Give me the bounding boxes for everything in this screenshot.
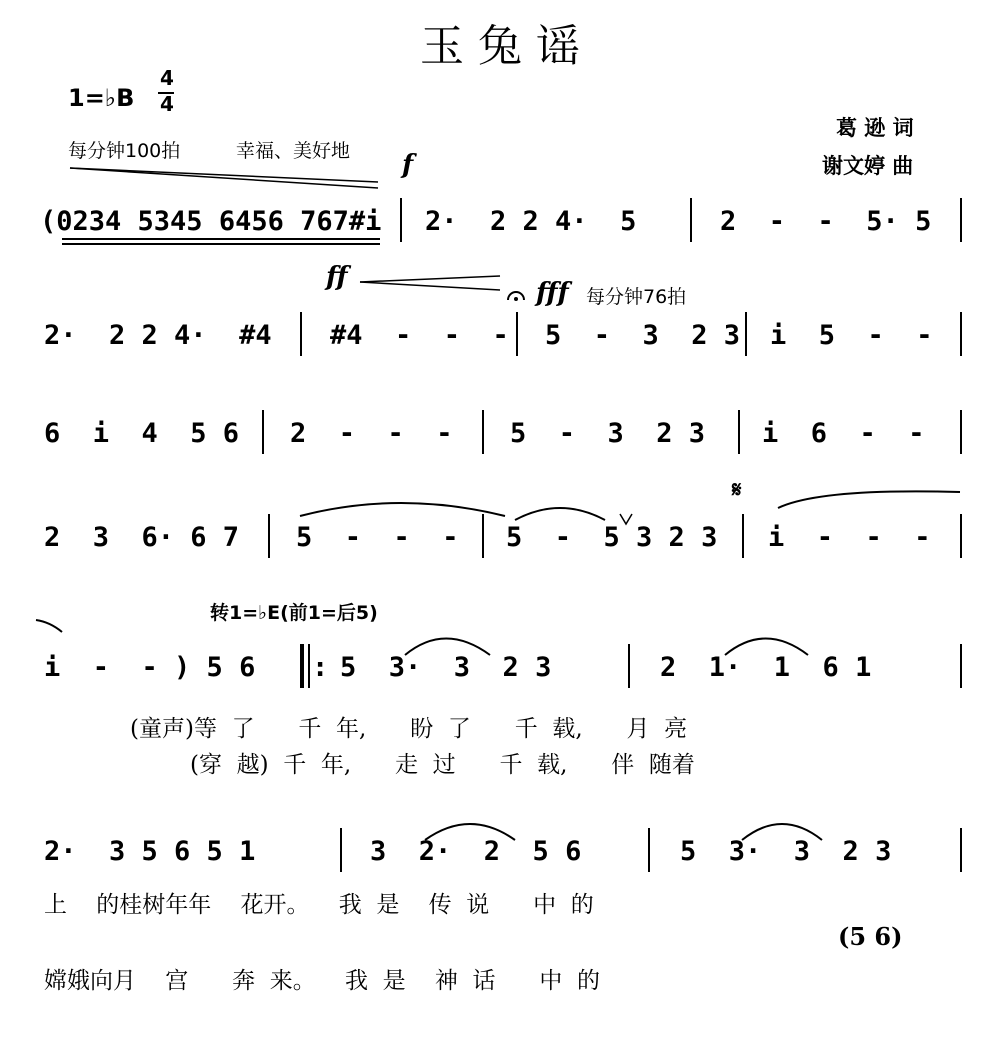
- tempo-marking: 每分钟100拍: [68, 140, 181, 162]
- staff-3: 6 i 4 5 6: [44, 418, 240, 449]
- tie: [300, 503, 505, 516]
- time-signature-top: 4: [160, 66, 174, 90]
- key-signature: 1=♭B: [68, 84, 135, 112]
- tie: [778, 491, 960, 508]
- expression-marking: 幸福、美好地: [236, 140, 351, 162]
- page-title: 玉 兔 谣: [420, 21, 580, 72]
- staff-2: 2· 2 2 4· #4: [44, 320, 272, 351]
- lyrics-line-4: 嫦娥向月 宫 奔 来。 我 是 神 话 中 的: [44, 968, 600, 994]
- segno-icon: 𝄋: [732, 478, 742, 503]
- note-group: (: [40, 206, 57, 237]
- dynamic-ff: ff: [326, 262, 348, 292]
- lyrics-line-2: (穿 越) 千 年, 走 过 千 载, 伴 随着: [190, 752, 695, 778]
- dynamic-f: f: [402, 150, 414, 180]
- crescendo-hairpin: [70, 168, 378, 182]
- modulation-marking: 转1=♭E(前1=后5): [210, 602, 378, 624]
- alt-notes: (5 6): [838, 922, 903, 951]
- composer-credit: 谢文婷 曲: [822, 153, 914, 178]
- lyricist-credit: 葛 逊 词: [836, 115, 914, 140]
- tie: [36, 620, 62, 632]
- dynamic-fff: fff: [536, 278, 569, 308]
- staff-6: 2· 3 5 6 5 1: [44, 836, 256, 867]
- tie: [515, 508, 605, 520]
- staff-1: (0234 5345 6456 767#i: [40, 206, 382, 237]
- lyrics-line-3: 上 的桂树年年 花开。 我 是 传 说 中 的: [44, 892, 594, 918]
- crescendo-hairpin-2: [360, 276, 500, 282]
- time-signature-bottom: 4: [160, 92, 174, 116]
- staff-5: i - - ) 5 6: [44, 652, 256, 683]
- staff-4: 2 3 6· 6 7: [44, 522, 240, 553]
- tempo-change: 每分钟76拍: [586, 286, 687, 308]
- lyrics-line-1: (童声)等 了 千 年, 盼 了 千 载, 月 亮: [130, 716, 688, 742]
